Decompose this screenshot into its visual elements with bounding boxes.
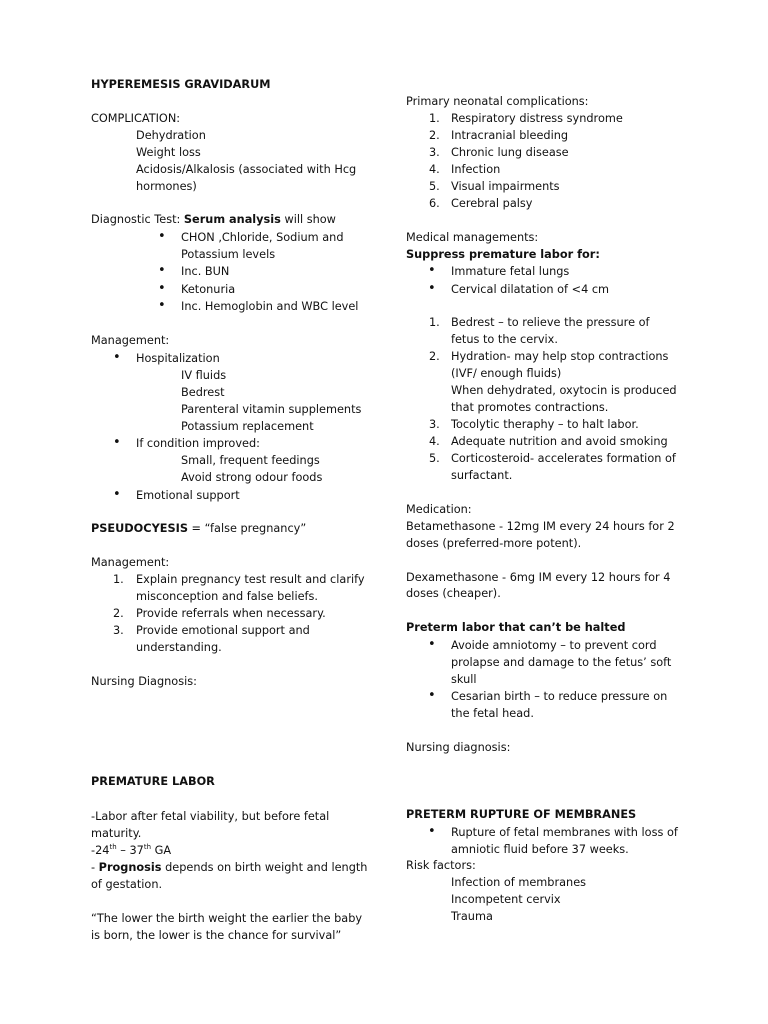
management-item: (IVF/ enough fluids) xyxy=(451,367,562,380)
hospitalization-subitem: Potassium replacement xyxy=(181,420,314,433)
neonatal-complication-item: Respiratory distress syndrome xyxy=(451,112,623,125)
diagnostic-item: Ketonuria xyxy=(181,283,236,296)
list-number: 3. xyxy=(429,146,440,159)
bullet-icon: • xyxy=(428,688,436,703)
management-item: fetus to the cervix. xyxy=(451,333,558,346)
gestational-age-range: -24th – 37th GA xyxy=(91,843,172,857)
halted-item: skull xyxy=(451,673,477,686)
hospitalization-subitem: Parenteral vitamin supplements xyxy=(181,403,362,416)
medication-heading: Medication: xyxy=(406,503,472,516)
hospitalization-subitem: Bedrest xyxy=(181,386,225,399)
pseudocyesis-management-heading: Management: xyxy=(91,556,170,569)
improved-subitem: Avoid strong odour foods xyxy=(181,471,323,484)
list-number: 5. xyxy=(429,180,440,193)
management-item: surfactant. xyxy=(451,469,513,482)
medication-line: Dexamethasone - 6mg IM every 12 hours for 4 xyxy=(406,571,671,584)
pseudocyesis-item: Provide referrals when necessary. xyxy=(136,607,326,620)
list-number: 3. xyxy=(429,418,440,431)
list-number: 6. xyxy=(429,197,440,210)
list-number: 3. xyxy=(113,624,124,637)
list-number: 5. xyxy=(429,452,440,465)
complication-item: hormones) xyxy=(136,180,197,193)
pseudocyesis-item: Explain pregnancy test result and clarify xyxy=(136,573,365,586)
list-number: 2. xyxy=(429,350,440,363)
hyperemesis-title: HYPEREMESIS GRAVIDARUM xyxy=(91,78,271,91)
prom-item: Rupture of fetal membranes with loss of xyxy=(451,826,678,839)
neonatal-complication-item: Visual impairments xyxy=(451,180,560,193)
prognosis-line: of gestation. xyxy=(91,878,163,891)
survival-quote: “The lower the birth weight the earlier the baby xyxy=(91,912,363,925)
management-item: Corticosteroid- accelerates formation of xyxy=(451,452,676,465)
neonatal-complication-item: Intracranial bleeding xyxy=(451,129,569,142)
management-item: Bedrest – to relieve the pressure of xyxy=(451,316,650,329)
risk-factor-item: Incompetent cervix xyxy=(451,893,561,906)
suppress-item: Immature fetal lungs xyxy=(451,265,570,278)
pseudocyesis-line: PSEUDOCYESIS = “false pregnancy” xyxy=(91,522,307,535)
halted-item: prolapse and damage to the fetus’ soft xyxy=(451,656,672,669)
nursing-diagnosis-heading: Nursing Diagnosis: xyxy=(91,675,197,688)
bullet-icon: • xyxy=(158,298,166,313)
list-number: 2. xyxy=(429,129,440,142)
list-number: 1. xyxy=(429,112,440,125)
bullet-icon: • xyxy=(113,487,121,502)
bullet-icon: • xyxy=(158,229,166,244)
management-item: Hydration- may help stop contractions xyxy=(451,350,669,363)
complication-item: Dehydration xyxy=(136,129,206,142)
pseudocyesis-item: understanding. xyxy=(136,641,222,654)
halted-item: Cesarian birth – to reduce pressure on xyxy=(451,690,668,703)
bullet-icon: • xyxy=(428,637,436,652)
hospitalization-item: Hospitalization xyxy=(136,352,220,365)
diagnostic-test-line: Diagnostic Test: Serum analysis will show xyxy=(91,213,336,226)
pseudocyesis-item: misconception and false beliefs. xyxy=(136,590,318,603)
complication-item: Weight loss xyxy=(136,146,201,159)
list-number: 4. xyxy=(429,435,440,448)
bullet-icon: • xyxy=(428,824,436,839)
nursing-diagnosis-heading: Nursing diagnosis: xyxy=(406,741,511,754)
complication-heading: COMPLICATION: xyxy=(91,112,181,125)
bullet-icon: • xyxy=(158,263,166,278)
diagnostic-item: Inc. Hemoglobin and WBC level xyxy=(181,300,359,313)
bullet-icon: • xyxy=(158,281,166,296)
emotional-support-item: Emotional support xyxy=(136,489,240,502)
survival-quote: is born, the lower is the chance for survival” xyxy=(91,929,342,942)
bullet-icon: • xyxy=(113,435,121,450)
prognosis-line: - Prognosis depends on birth weight and length xyxy=(91,861,368,874)
risk-factor-item: Trauma xyxy=(451,910,493,923)
premature-definition: maturity. xyxy=(91,827,142,840)
suppress-labor-heading: Suppress premature labor for: xyxy=(406,248,600,261)
management-item: that promotes contractions. xyxy=(451,401,609,414)
complication-item: Acidosis/Alkalosis (associated with Hcg xyxy=(136,163,357,176)
diagnostic-item: Potassium levels xyxy=(181,248,276,261)
medication-line: doses (preferred-more potent). xyxy=(406,537,582,550)
if-improved-item: If condition improved: xyxy=(136,437,260,450)
management-item: Tocolytic theraphy – to halt labor. xyxy=(451,418,639,431)
list-number: 4. xyxy=(429,163,440,176)
medical-managements-heading: Medical managements: xyxy=(406,231,539,244)
premature-labor-title: PREMATURE LABOR xyxy=(91,775,215,788)
preterm-halted-heading: Preterm labor that can’t be halted xyxy=(406,621,626,634)
premature-definition: -Labor after fetal viability, but before fetal xyxy=(91,810,330,823)
bullet-icon: • xyxy=(428,263,436,278)
prom-item: amniotic fluid before 37 weeks. xyxy=(451,843,629,856)
diagnostic-item: CHON ,Chloride, Sodium and xyxy=(181,231,344,244)
bullet-icon: • xyxy=(428,281,436,296)
medication-line: Betamethasone - 12mg IM every 24 hours for 2 xyxy=(406,520,675,533)
list-number: 2. xyxy=(113,607,124,620)
management-item: Adequate nutrition and avoid smoking xyxy=(451,435,668,448)
neonatal-complication-item: Cerebral palsy xyxy=(451,197,533,210)
list-number: 1. xyxy=(113,573,124,586)
improved-subitem: Small, frequent feedings xyxy=(181,454,320,467)
risk-factor-item: Infection of membranes xyxy=(451,876,587,889)
diagnostic-item: Inc. BUN xyxy=(181,265,230,278)
risk-factors-heading: Risk factors: xyxy=(406,859,476,872)
management-item: When dehydrated, oxytocin is produced xyxy=(451,384,677,397)
halted-item: Avoide amniotomy – to prevent cord xyxy=(451,639,657,652)
neonatal-complications-heading: Primary neonatal complications: xyxy=(406,95,589,108)
management-heading: Management: xyxy=(91,334,170,347)
prom-title: PRETERM RUPTURE OF MEMBRANES xyxy=(406,808,637,821)
neonatal-complication-item: Infection xyxy=(451,163,501,176)
medication-line: doses (cheaper). xyxy=(406,587,501,600)
halted-item: the fetal head. xyxy=(451,707,534,720)
hospitalization-subitem: IV fluids xyxy=(181,369,227,382)
list-number: 1. xyxy=(429,316,440,329)
neonatal-complication-item: Chronic lung disease xyxy=(451,146,569,159)
pseudocyesis-item: Provide emotional support and xyxy=(136,624,310,637)
suppress-item: Cervical dilatation of <4 cm xyxy=(451,283,610,296)
bullet-icon: • xyxy=(113,350,121,365)
